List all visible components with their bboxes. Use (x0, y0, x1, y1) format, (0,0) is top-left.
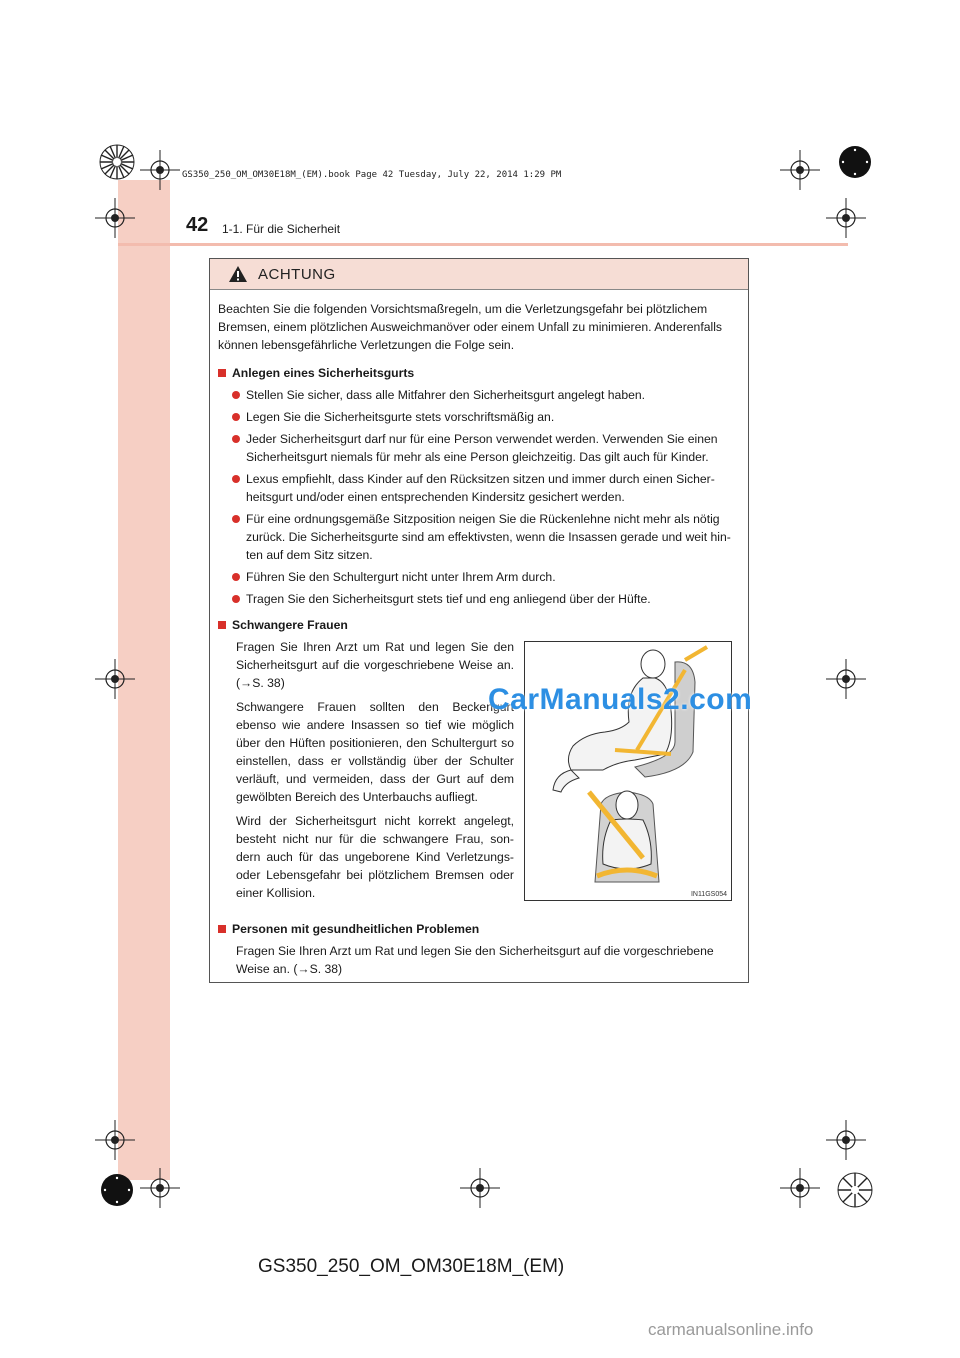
bullet-dot-icon (232, 475, 240, 483)
list-item-text: Für eine ordnungsgemäße Sitzposition neigen Sie die Rückenlehne nicht mehr als nötig zurück. Die Sicherheitsgurte sind am effektivsten, wenn die Insassen gerade und weit hin-ten auf dem Sitz sitzen. (246, 512, 731, 562)
list-item-text: Stellen Sie sicher, dass alle Mitfahrer den Sicherheitsgurt angelegt haben. (246, 388, 646, 402)
list-item (232, 590, 742, 608)
bullet-dot-icon (232, 435, 240, 443)
square-bullet-icon (218, 369, 226, 377)
list-item-text: Lexus empfiehlt, dass Kinder auf den Rücksitzen sitzen und immer durch einen Sicher-heitsgurt und/oder einen entsprechenden Kindersitz gesichert werden. (246, 472, 715, 504)
warning-intro: Beachten Sie die folgenden Vorsichtsmaßregeln, um die Verletzungsgefahr bei plötzlichem Bremsen, einem plötzlichen Ausweichmanöver oder einem Unfall zu minimieren. Anderenfalls können lebensgefährliche Verletzungen die Folge sein. (218, 302, 722, 352)
registration-mark-icon (140, 150, 180, 190)
paragraph: Schwangere Frauen sollten den Beckengurt ebenso wie andere Insassen so tief wie möglich über den Hüften positionieren, den Schultergurt so einstellen, dass er vollständig über der Schulter verläuft, und vermeiden, dass der Gurt auf dem gewölbten Bereich des Unterbauchs aufliegt. (236, 700, 514, 804)
list-item (232, 510, 742, 564)
section-title: Personen mit gesundheitlichen Problemen (232, 922, 480, 936)
bullet-dot-icon (232, 515, 240, 523)
bullet-dot-icon (232, 413, 240, 421)
chapter-title: 1-1. Für die Sicherheit (222, 222, 341, 236)
registration-mark-icon (95, 659, 135, 699)
paragraph: Wird der Sicherheitsgurt nicht korrekt angelegt, besteht nicht nur für die schwangere Frau, son-dern auch für das ungeborene Kind Verletzungs- oder Lebensgefahr bei plötzlichem Bremsen oder einer Kollision. (236, 814, 514, 900)
warning-box (209, 258, 749, 983)
list-item (232, 408, 742, 426)
watermark-text: CarManuals2.com (488, 683, 753, 716)
registration-mark-icon (95, 1168, 139, 1212)
paragraph: Fragen Sie Ihren Arzt um Rat und legen Sie den Sicherheitsgurt auf die vorgeschriebene Weise an. (→S. 38) (236, 640, 514, 690)
list-item-text: Legen Sie die Sicherheitsgurte stets vorschriftsmäßig an. (246, 410, 555, 424)
section-heading (218, 920, 742, 938)
registration-mark-icon (140, 1168, 180, 1208)
registration-mark-icon (826, 198, 866, 238)
pregnant-woman-seatbelt-illustration (525, 642, 731, 900)
registration-mark-icon (780, 150, 820, 190)
warning-triangle-icon (228, 265, 248, 283)
warning-title: ACHTUNG (258, 265, 336, 283)
registration-mark-icon (95, 1120, 135, 1160)
paragraph: Fragen Sie Ihren Arzt um Rat und legen Sie den Sicherheitsgurt auf die vorgeschriebene Weise an. (→S. 38) (236, 944, 714, 976)
bullet-dot-icon (232, 573, 240, 581)
section-heading (218, 364, 742, 382)
list-item-text: Jeder Sicherheitsgurt darf nur für eine Person verwendet werden. Verwenden Sie einen Sicherheitsgurt niemals für mehr als eine Person gleichzeitig. Das gilt auch für Kinder. (246, 432, 718, 464)
section-title: Anlegen eines Sicherheitsgurts (232, 366, 415, 380)
square-bullet-icon (218, 621, 226, 629)
list-item-text: Tragen Sie den Sicherheitsgurt stets tief und eng anliegend über der Hüfte. (246, 592, 651, 606)
registration-mark-icon (95, 140, 139, 184)
footer-code: GS350_250_OM_OM30E18M_(EM) (258, 1256, 565, 1277)
section-title: Schwangere Frauen (232, 618, 348, 632)
radial-target-icon (833, 1168, 877, 1212)
registration-mark-icon (460, 1168, 500, 1208)
bullet-dot-icon (232, 391, 240, 399)
list-item (232, 470, 742, 506)
page-number: 42 (186, 214, 209, 236)
figure-label: IN11GS054 (690, 891, 727, 898)
registration-mark-icon (95, 198, 135, 238)
list-item-text: Führen Sie den Schultergurt nicht unter Ihrem Arm durch. (246, 570, 556, 584)
square-bullet-icon (218, 925, 226, 933)
registration-mark-icon (826, 1120, 866, 1160)
list-item (232, 430, 742, 466)
source-watermark: carmanualsonline.info (648, 1320, 814, 1339)
bullet-dot-icon (232, 595, 240, 603)
header-rule (118, 243, 848, 246)
pregnant-text (236, 638, 514, 908)
radial-target-icon (833, 140, 877, 184)
warning-header (210, 259, 748, 290)
seatbelt-illustration (524, 641, 732, 901)
registration-mark-icon (826, 659, 866, 699)
list-item (232, 568, 742, 586)
section-heading (218, 616, 742, 634)
registration-mark-icon (780, 1168, 820, 1208)
file-tag: GS350_250_OM_OM30E18M_(EM).book Page 42 Tuesday, July 22, 2014 1:29 PM (182, 170, 562, 180)
list-item (232, 386, 742, 404)
